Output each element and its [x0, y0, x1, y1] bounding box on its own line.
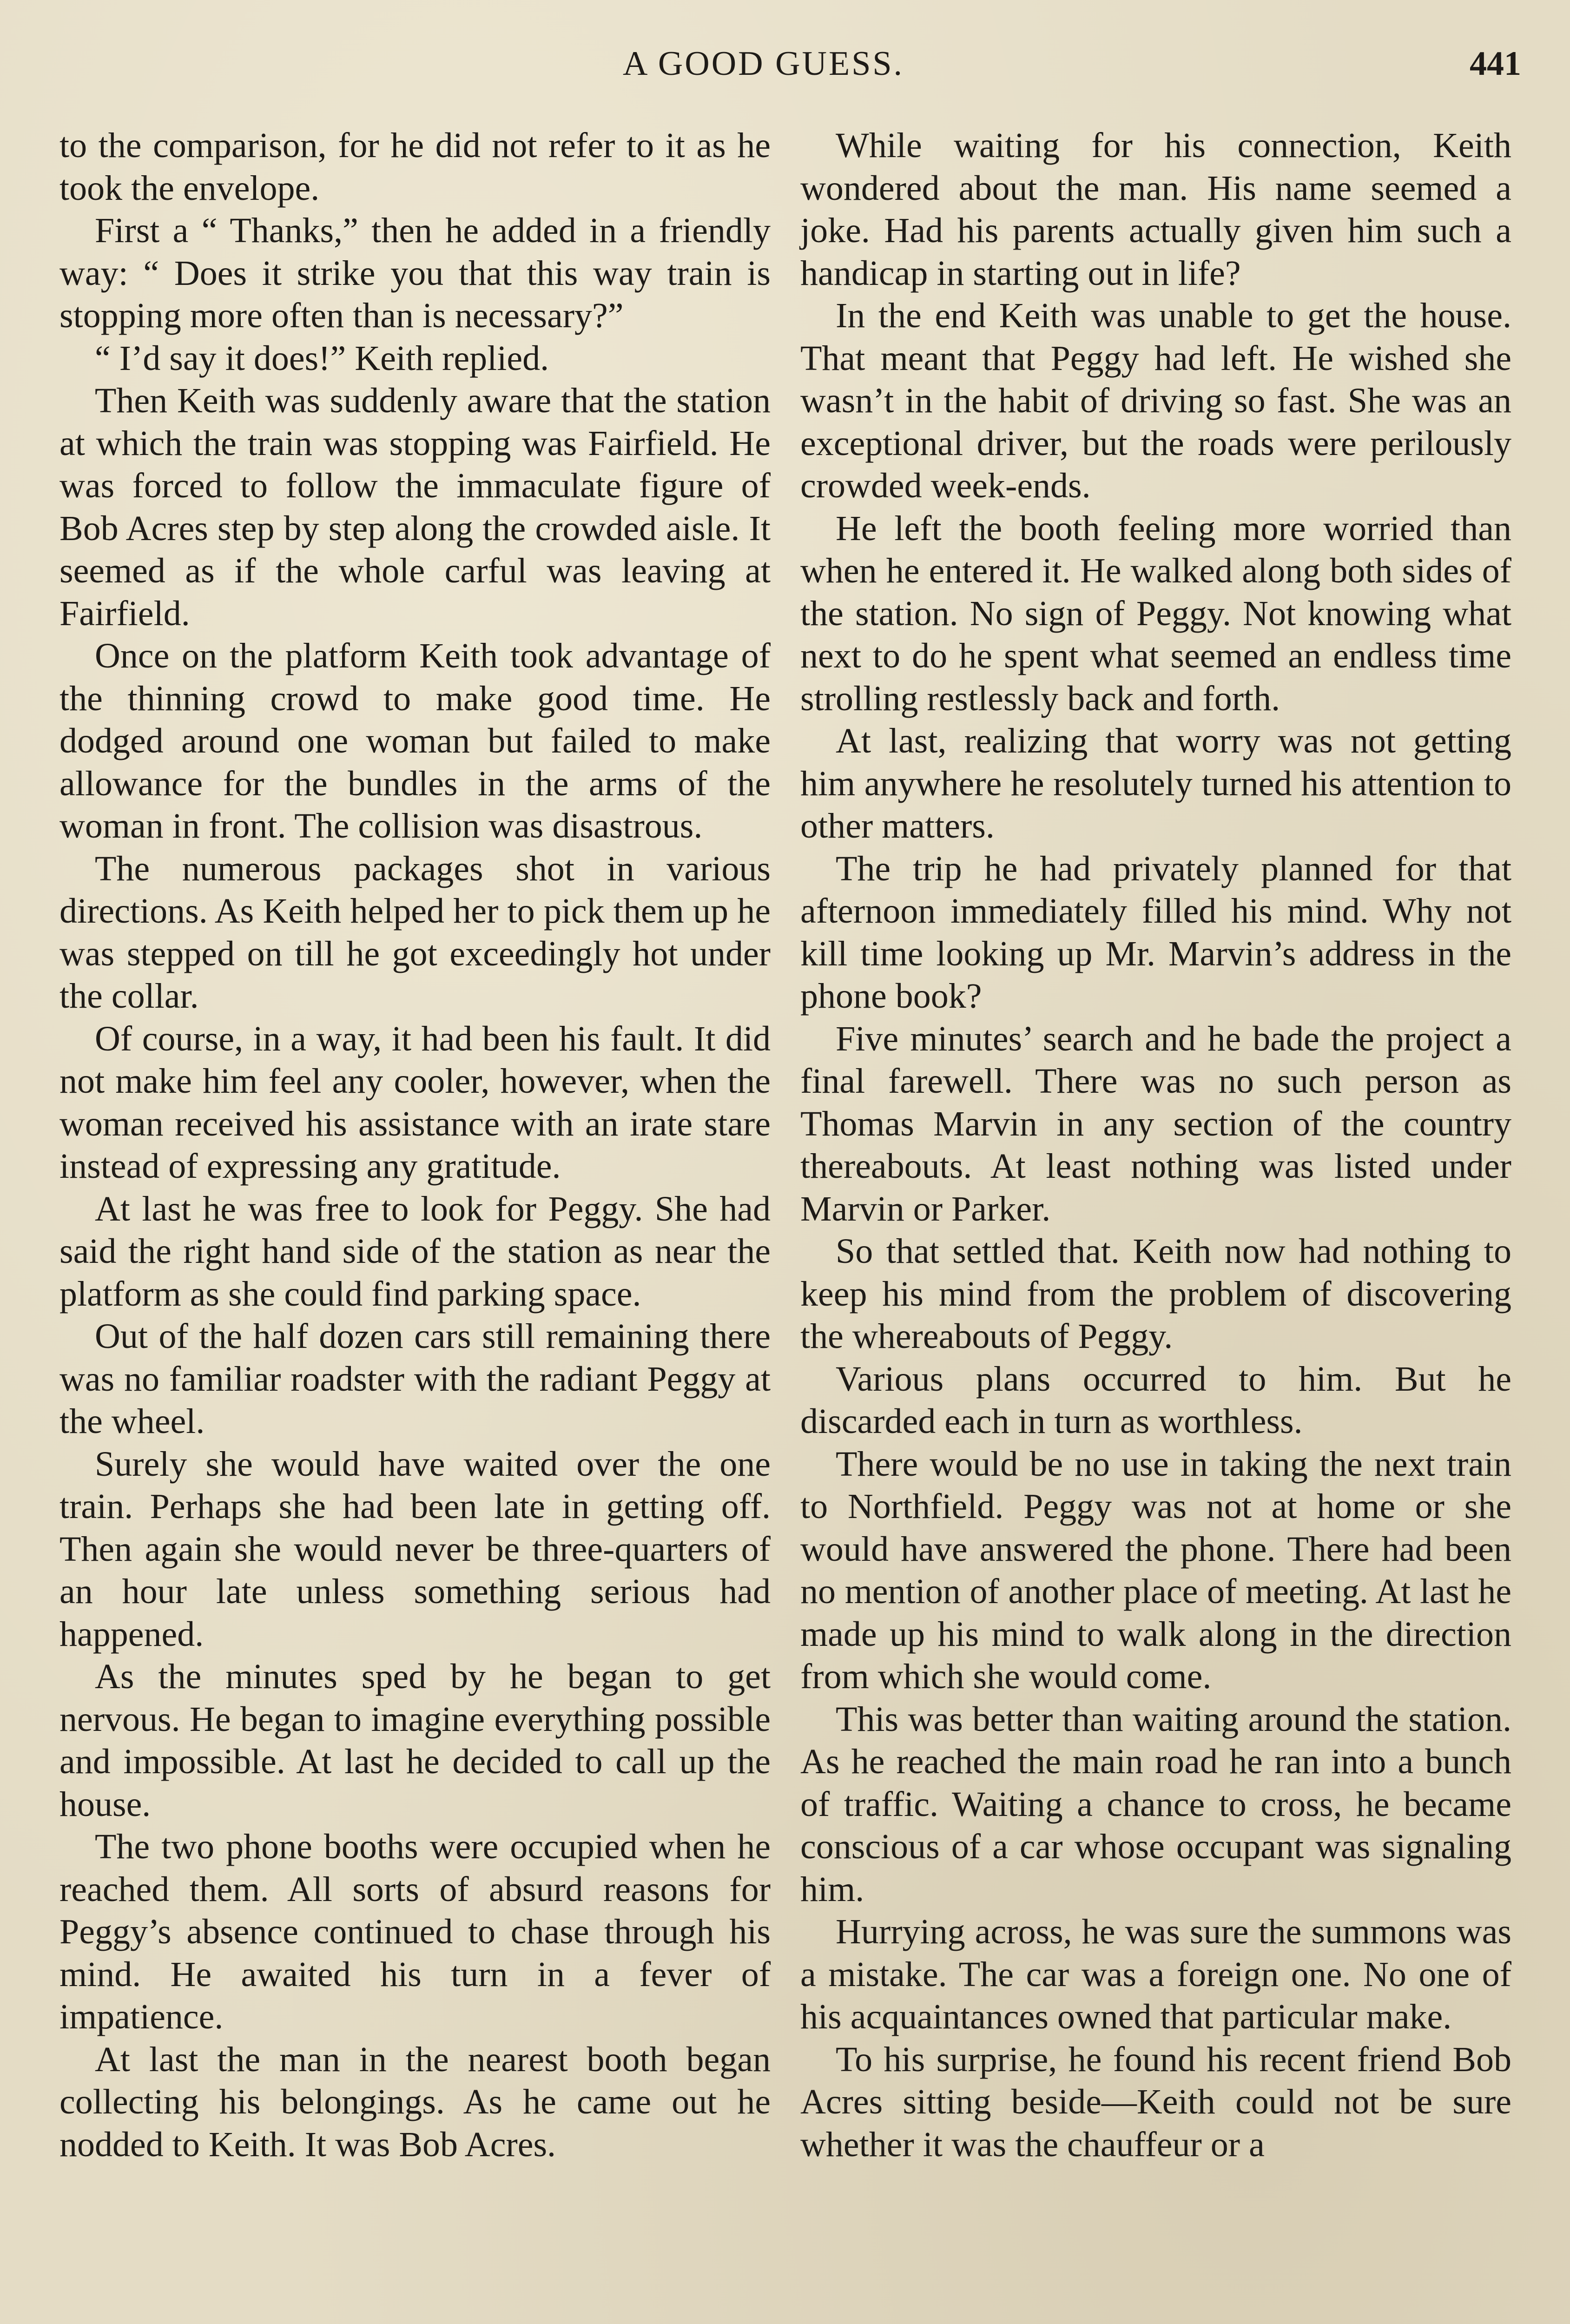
paragraph: While waiting for his connection, Keith wondered about the man. His name seemed a joke. Had his parents actually given him such a handicap in starting out in life? — [800, 126, 1511, 293]
paragraph: The numerous packages shot in various directions. As Keith helped her to pick them up he was stepped on till he got exceedingly hot under the collar. — [59, 849, 771, 1016]
paragraph: Of course, in a way, it had been his fault. It did not make him feel any cooler, however, when the woman received his assistance with an irate stare instead of expressing any gratitude. — [59, 1019, 771, 1186]
paragraph: Hurrying across, he was sure the summons was a mistake. The car was a foreign one. No one of his acquaintances owned that particular make. — [800, 1912, 1511, 2036]
text-column-left — [59, 125, 771, 2166]
paragraph: This was better than waiting around the station. As he reached the main road he ran into a bunch of traffic. Waiting a chance to cross, he became conscious of a car whose occupant was signaling him. — [800, 1699, 1511, 1909]
paragraph: In the end Keith was unable to get the house. That meant that Peggy had left. He wished she wasn’t in the habit of driving so fast. She was an exceptional driver, but the roads were perilously crowded week-ends. — [800, 296, 1511, 505]
paragraph: The two phone booths were occupied when he reached them. All sorts of absurd reasons for Peggy’s absence continued to chase through his mind. He awaited his turn in a fever of impatience. — [59, 1827, 771, 2036]
paragraph: He left the booth feeling more worried than when he entered it. He walked along both sides of the station. No sign of Peggy. Not knowing what next to do he spent what seemed an endless time strolling restlessly back and forth. — [800, 508, 1511, 718]
paragraph: Then Keith was suddenly aware that the station at which the train was stopping was Fairfield. He was forced to follow the immaculate figure of Bob Acres step by step along the crowded aisle. It seemed as if the whole carful was leaving at Fairfield. — [59, 381, 771, 633]
paragraph: At last, realizing that worry was not getting him anywhere he resolutely turned his attention to other matters. — [800, 721, 1511, 845]
paragraph: To his surprise, he found his recent friend Bob Acres sitting beside—Keith could not be sure whether it was the chauffeur or a — [800, 2040, 1511, 2164]
paragraph: There would be no use in taking the next train to Northfield. Peggy was not at home or she would have answered the phone. There had been no mention of another place of meeting. At last he made up his mind to walk along in the direction from which she would come. — [800, 1444, 1511, 1696]
running-header — [0, 44, 1570, 95]
paragraph: to the comparison, for he did not refer to it as he took the envelope. — [59, 126, 771, 208]
chapter-title: A GOOD GUESS. — [623, 45, 904, 83]
paragraph: So that settled that. Keith now had nothing to keep his mind from the problem of discovering the whereabouts of Peggy. — [800, 1232, 1511, 1356]
paragraph: Various plans occurred to him. But he discarded each in turn as worthless. — [800, 1359, 1511, 1441]
page-number: 441 — [1470, 45, 1521, 83]
paragraph: Five minutes’ search and he bade the project a final farewell. There was no such person as Thomas Marvin in any section of the country thereabouts. At least nothing was listed under Marvin or Parker. — [800, 1019, 1511, 1228]
paragraph: The trip he had privately planned for that afternoon immediately filled his mind. Why not kill time looking up Mr. Marvin’s address in the phone book? — [800, 849, 1511, 1016]
paragraph: At last the man in the nearest booth began collecting his belongings. As he came out he nodded to Keith. It was Bob Acres. — [59, 2040, 771, 2164]
paragraph: As the minutes sped by he began to get nervous. He began to imagine everything possible and impossible. At last he decided to call up the house. — [59, 1657, 771, 1824]
text-column-right — [800, 125, 1511, 2166]
paragraph: “ I’d say it does!” Keith replied. — [95, 338, 549, 378]
paragraph: Once on the platform Keith took advantage of the thinning crowd to make good time. He dodged around one woman but failed to make allowance for the bundles in the arms of the woman in front. The collision was disastrous. — [59, 636, 771, 845]
paragraph: Out of the half dozen cars still remaining there was no familiar roadster with the radiant Peggy at the wheel. — [59, 1317, 771, 1441]
paragraph: First a “ Thanks,” then he added in a friendly way: “ Does it strike you that this way train is stopping more often than is necessary?” — [59, 211, 771, 335]
paragraph: Surely she would have waited over the one train. Perhaps she had been late in getting off. Then again she would never be three-quarters of an hour late unless something serious had happened. — [59, 1444, 771, 1654]
paragraph: At last he was free to look for Peggy. She had said the right hand side of the station as near the platform as she could find parking space. — [59, 1189, 771, 1314]
